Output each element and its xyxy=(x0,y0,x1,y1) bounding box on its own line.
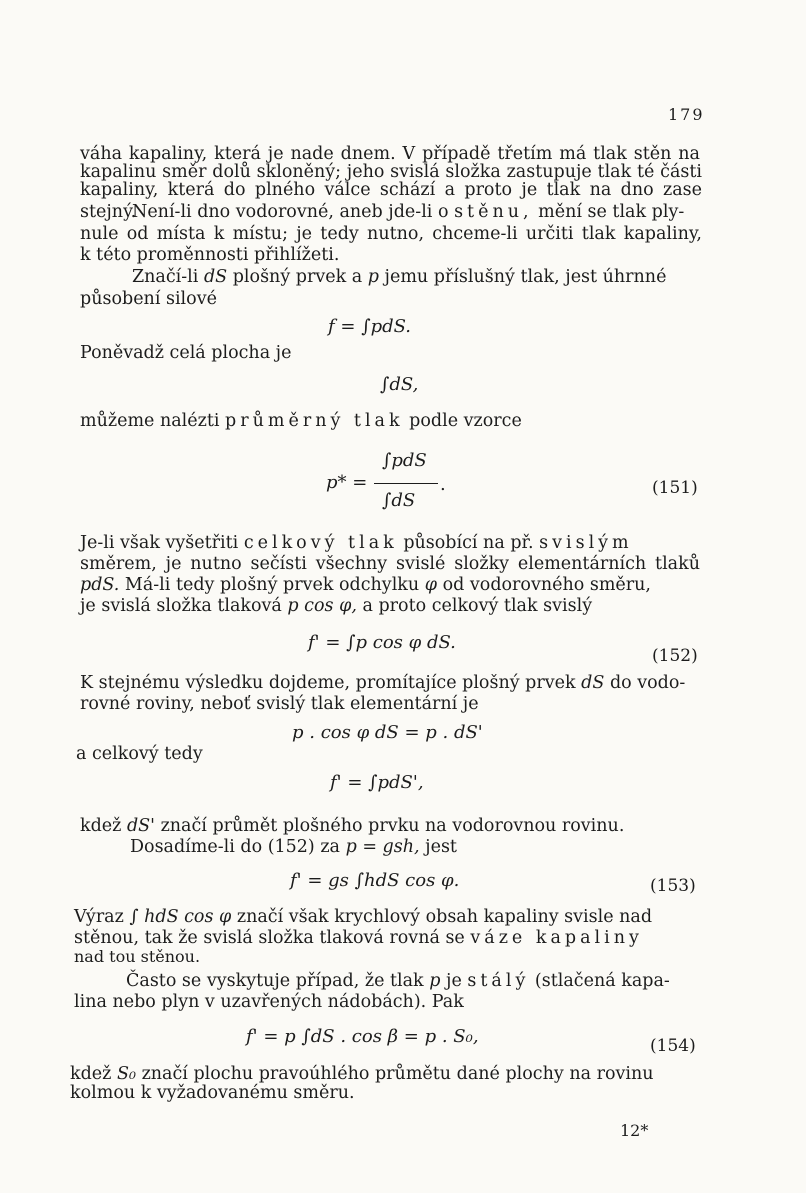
text-line: Značí-li dS plošný prvek a p jemu příslušný tlak, jest úhrnné xyxy=(132,267,667,287)
text-line: váha kapaliny, která je nade dnem. V případě třetím má tlak stěn na xyxy=(80,144,700,164)
equation-154: f' = p ∫dS . cos β = p . S₀, xyxy=(246,1026,479,1047)
text-line: K stejnému výsledku dojdeme, promítajíce plošný prvek dS do vodo- xyxy=(80,673,686,693)
equation-number-153: (153) xyxy=(650,876,696,896)
text-line: Poněvadž celá plocha je xyxy=(80,343,292,363)
eq151-numerator: ∫pdS xyxy=(382,450,427,471)
text-line: kapaliny, která do plného válce schází a proto je tlak na dno zase stejný. xyxy=(80,180,702,222)
text-line: k této proměnnosti přihlížeti. xyxy=(80,245,340,265)
text-line: stěnou, tak že svislá složka tlaková rovná se váze kapaliny xyxy=(74,928,643,948)
text-line: kdež dS' značí průmět plošného prvku na vodorovnou rovinu. xyxy=(80,816,625,836)
text-line: směrem, je nutno sečísti všechny svislé složky elementárních tlaků xyxy=(80,554,700,574)
equation-number-152: (152) xyxy=(652,646,698,666)
text-line: nule od místa k místu; je tedy nutno, chceme-li určiti tlak kapaliny, xyxy=(80,224,702,244)
equation-number-154: (154) xyxy=(650,1036,696,1056)
text-line: Dosadíme-li do (152) za p = gsh, jest xyxy=(130,837,457,857)
text-line: kolmou k vyžadovanému směru. xyxy=(70,1083,355,1103)
signature-mark: 12* xyxy=(620,1121,649,1140)
text-line: Výraz ∫ hdS cos φ značí však krychlový obsah kapaliny svisle nad xyxy=(74,907,653,927)
equation-projection: p . cos φ dS = p . dS' xyxy=(292,722,483,743)
equation-vertical-force: f' = ∫pdS', xyxy=(330,772,424,793)
text-line: Často se vyskytuje případ, že tlak p je stálý (stlačená kapa- xyxy=(126,971,670,991)
text-line: můžeme nalézti průměrný tlak podle vzorce xyxy=(80,411,522,431)
equation-area-integral: ∫dS, xyxy=(380,374,419,395)
eq151-lhs: p* = xyxy=(326,472,368,493)
text-line: kapalinu směr dolů skloněný; jeho svislá složka zastupuje tlak té části xyxy=(80,162,702,182)
text-line: Není-li dno vodorovné, aneb jde-li o stěnu, mění se tlak ply- xyxy=(132,202,685,222)
eq151-period: . xyxy=(440,474,446,495)
text-line: kdež S₀ značí plochu pravoúhlého průmětu dané plochy na rovinu xyxy=(70,1064,654,1084)
equation-152: f' = ∫p cos φ dS. xyxy=(308,632,456,653)
text-line: je svislá složka tlaková p cos φ, a proto celkový tlak svislý xyxy=(80,596,593,616)
text-line: a celkový tedy xyxy=(76,744,203,764)
eq151-fraction-bar xyxy=(374,483,438,484)
equation-total-force: f = ∫pdS. xyxy=(328,316,412,337)
equation-number-151: (151) xyxy=(652,478,698,498)
text-line: rovné roviny, neboť svislý tlak elementární je xyxy=(80,694,479,714)
text-line: působení silové xyxy=(80,289,217,309)
equation-153: f' = gs ∫hdS cos φ. xyxy=(290,870,460,891)
text-line: nad tou stěnou. xyxy=(74,947,201,966)
text-line: pdS. Má-li tedy plošný prvek odchylku φ od vodorovného směru, xyxy=(80,575,651,595)
eq151-denominator: ∫dS xyxy=(382,490,416,511)
page-number: 179 xyxy=(668,105,705,124)
text-line: lina nebo plyn v uzavřených nádobách). Pak xyxy=(74,992,464,1012)
text-line: Je-li však vyšetřiti celkový tlak působící na př. svislým xyxy=(80,533,633,553)
